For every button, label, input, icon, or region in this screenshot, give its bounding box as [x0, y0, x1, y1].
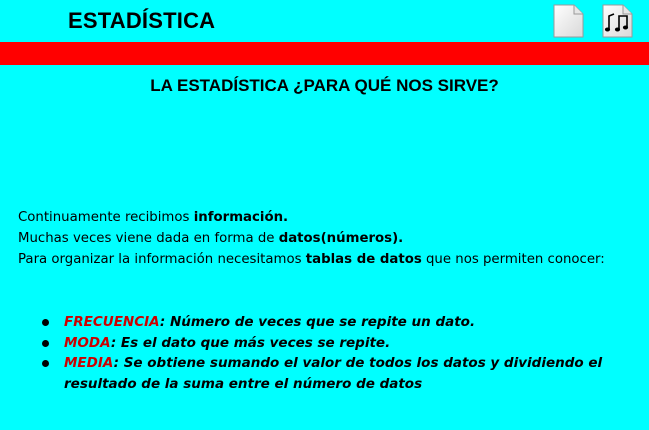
bullet-icon	[42, 319, 49, 326]
p3-text-b: que nos permiten conocer:	[421, 252, 605, 267]
p3-text-a: Para organizar la información necesitamos	[18, 252, 306, 267]
p2-text: Muchas veces viene dada en forma de	[18, 231, 279, 246]
term-frecuencia: FRECUENCIA	[64, 314, 160, 330]
app-title: ESTADÍSTICA	[68, 8, 216, 33]
term-media: MEDIA	[64, 355, 114, 371]
p3-bold: tablas de datos	[305, 252, 422, 267]
bullet-icon	[42, 340, 49, 347]
paragraph-1	[18, 207, 633, 228]
list-item-moda	[42, 333, 622, 354]
music-note-icon[interactable]	[601, 4, 633, 38]
list-item-media	[42, 353, 622, 394]
bullet-icon	[42, 360, 49, 367]
p2-bold: datos(números).	[278, 231, 404, 246]
p1-bold: información.	[193, 210, 289, 225]
concept-list	[42, 312, 622, 394]
list-item-frecuencia	[42, 312, 622, 333]
page-heading: LA ESTADÍSTICA ¿PARA QUÉ NOS SIRVE?	[150, 76, 499, 95]
definition-frecuencia: : Número de veces que se repite un dato.	[159, 314, 476, 330]
paragraph-3	[18, 249, 633, 270]
definition-moda: : Es el dato que más veces se repite.	[110, 334, 391, 351]
red-divider-bar	[0, 42, 649, 65]
definition-media: : Se obtiene sumando el valor de todos los datos y dividiendo el resultado de la suma entre el número de datos	[64, 355, 603, 392]
header	[0, 0, 649, 42]
document-icon[interactable]	[552, 4, 584, 38]
term-moda: MODA	[64, 334, 111, 351]
intro-text	[18, 207, 633, 270]
paragraph-2	[18, 228, 633, 249]
p1-text: Continuamente recibimos	[18, 210, 194, 225]
